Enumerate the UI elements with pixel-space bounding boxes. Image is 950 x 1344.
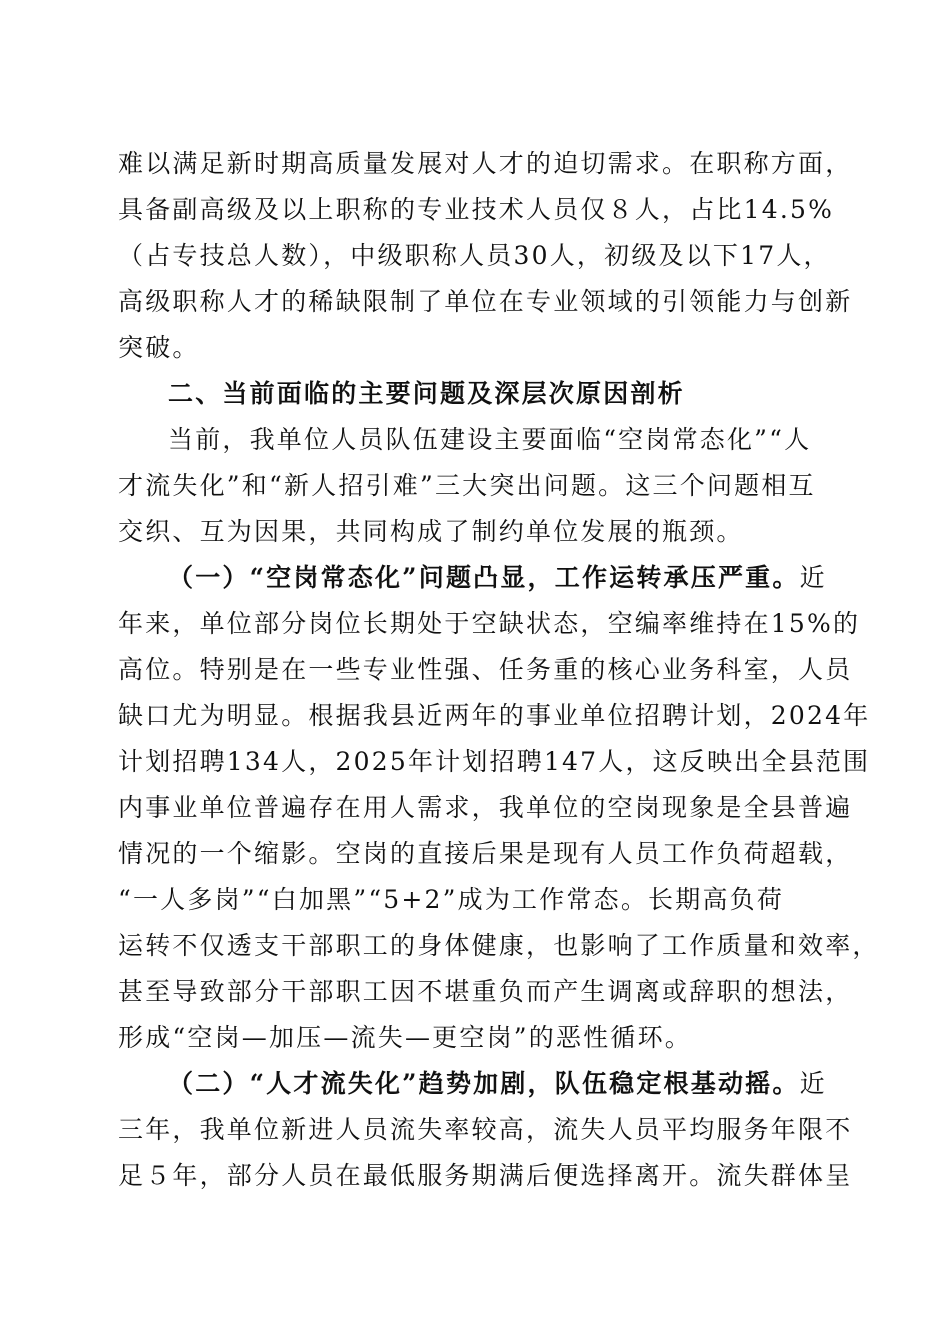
subsection-2-lead-tail: 近 [799, 1069, 827, 1098]
paragraph-line: 甚至导致部分干部职工因不堪重负而产生调离或辞职的想法， [118, 977, 853, 1006]
subsection-1-lead-tail: 近 [799, 563, 827, 592]
paragraph-line: 形成“空岗—加压—流失—更空岗”的恶性循环。 [118, 1023, 692, 1052]
paragraph-line: 具备副高级及以上职称的专业技术人员仅８人，占比14.5% [118, 195, 835, 224]
paragraph-line: 计划招聘134人，2025年计划招聘147人，这反映出全县范围 [118, 747, 871, 776]
paragraph-line: “一人多岗”“白加黑”“5+2”成为工作常态。长期高负荷 [118, 885, 785, 914]
paragraph-line: 难以满足新时期高质量发展对人才的迫切需求。在职称方面， [118, 149, 853, 178]
paragraph-line: 三年，我单位新进人员流失率较高，流失人员平均服务年限不 [118, 1115, 853, 1144]
paragraph-line: 突破。 [118, 333, 200, 362]
paragraph-line: （占专技总人数），中级职称人员30人，初级及以下17人， [118, 241, 831, 270]
paragraph-line: 足５年，部分人员在最低服务期满后便选择离开。流失群体呈 [118, 1161, 853, 1190]
subsection-1-heading: （一）“空岗常态化”问题凸显，工作运转承压严重。 [168, 563, 800, 592]
paragraph-line: 缺口尤为明显。根据我县近两年的事业单位招聘计划，2024年 [118, 701, 871, 730]
paragraph-line: 运转不仅透支干部职工的身体健康，也影响了工作质量和效率， [118, 931, 880, 960]
paragraph-line: 高位。特别是在一些专业性强、任务重的核心业务科室，人员 [118, 655, 853, 684]
paragraph-line: 交织、互为因果，共同构成了制约单位发展的瓶颈。 [118, 517, 744, 546]
paragraph-line: 高级职称人才的稀缺限制了单位在专业领域的引领能力与创新 [118, 287, 853, 316]
subsection-2-first-line [168, 1067, 838, 1101]
section-heading: 二、当前面临的主要问题及深层次原因剖析 [168, 379, 685, 408]
paragraph-line: 内事业单位普遍存在用人需求，我单位的空岗现象是全县普遍 [118, 793, 853, 822]
paragraph-line: 年来，单位部分岗位长期处于空缺状态，空编率维持在15%的 [118, 609, 861, 638]
subsection-1-first-line [168, 561, 838, 595]
paragraph-line: 情况的一个缩影。空岗的直接后果是现有人员工作负荷超载， [118, 839, 853, 868]
paragraph-line: 当前，我单位人员队伍建设主要面临“空岗常态化”“人 [168, 425, 812, 454]
paragraph-line: 才流失化”和“新人招引难”三大突出问题。这三个问题相互 [118, 471, 816, 500]
subsection-2-heading: （二）“人才流失化”趋势加剧，队伍稳定根基动摇。 [168, 1069, 800, 1098]
